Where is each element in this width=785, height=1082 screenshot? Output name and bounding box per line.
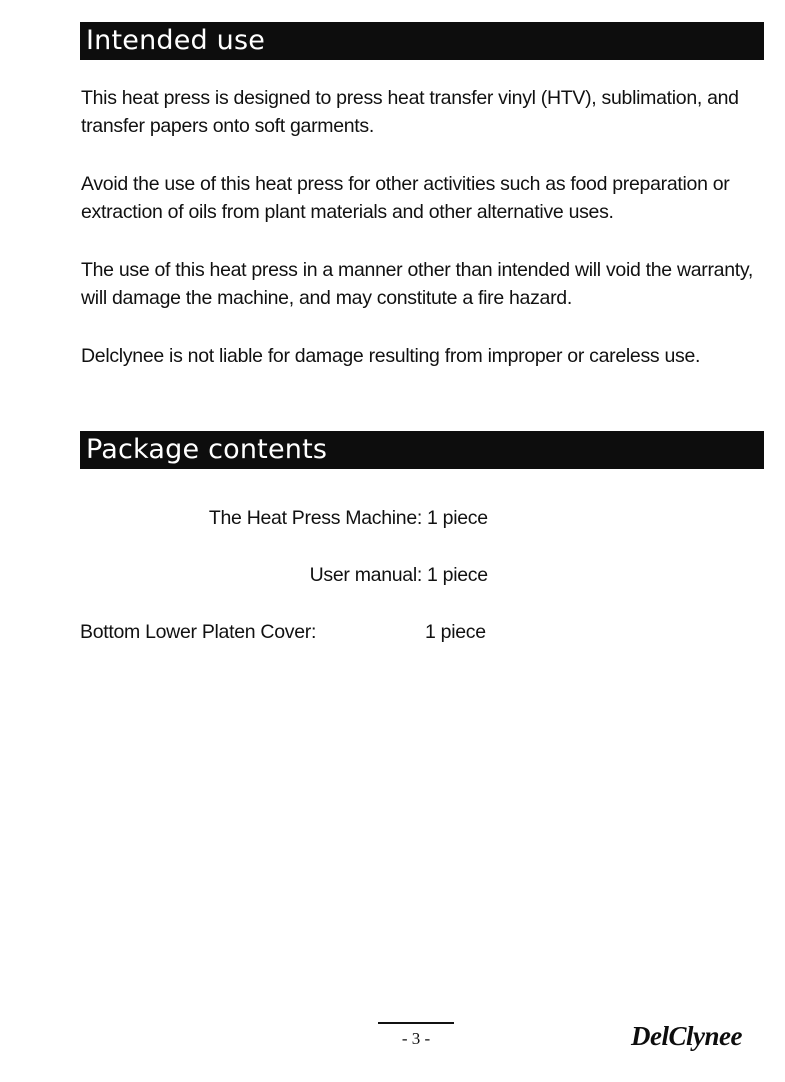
package-contents-heading: Package contents — [80, 431, 764, 469]
brand-logo: DelClynee — [631, 1021, 742, 1051]
package-item-label: Bottom Lower Platen Cover: — [80, 621, 317, 643]
package-item-quantity: 1 piece — [427, 507, 488, 529]
intended-use-paragraph-1: This heat press is designed to press heat transfer vinyl (HTV), sublimation, and transfer papers onto soft garments. — [81, 87, 739, 137]
package-item-platen-cover — [80, 617, 580, 647]
package-item-quantity: 1 piece — [425, 621, 486, 643]
intended-use-heading: Intended use — [80, 22, 764, 60]
intended-use-paragraph-2: Avoid the use of this heat press for other activities such as food preparation or extraction of oils from plant materials and other alternative uses. — [81, 173, 730, 223]
page-number: - 3 - — [401, 1029, 431, 1048]
package-item-quantity: 1 piece — [427, 564, 488, 586]
footer-divider — [378, 1022, 454, 1024]
package-item-label: The Heat Press Machine: — [208, 507, 422, 529]
intended-use-paragraph-4: Delclynee is not liable for damage resulting from improper or careless use. — [81, 345, 701, 367]
package-item-heat-press — [80, 503, 580, 533]
package-item-label: User manual: — [309, 564, 422, 586]
package-item-user-manual — [80, 560, 580, 590]
intended-use-paragraph-3: The use of this heat press in a manner other than intended will void the warranty, will damage the machine, and may constitute a fire hazard. — [81, 259, 754, 309]
